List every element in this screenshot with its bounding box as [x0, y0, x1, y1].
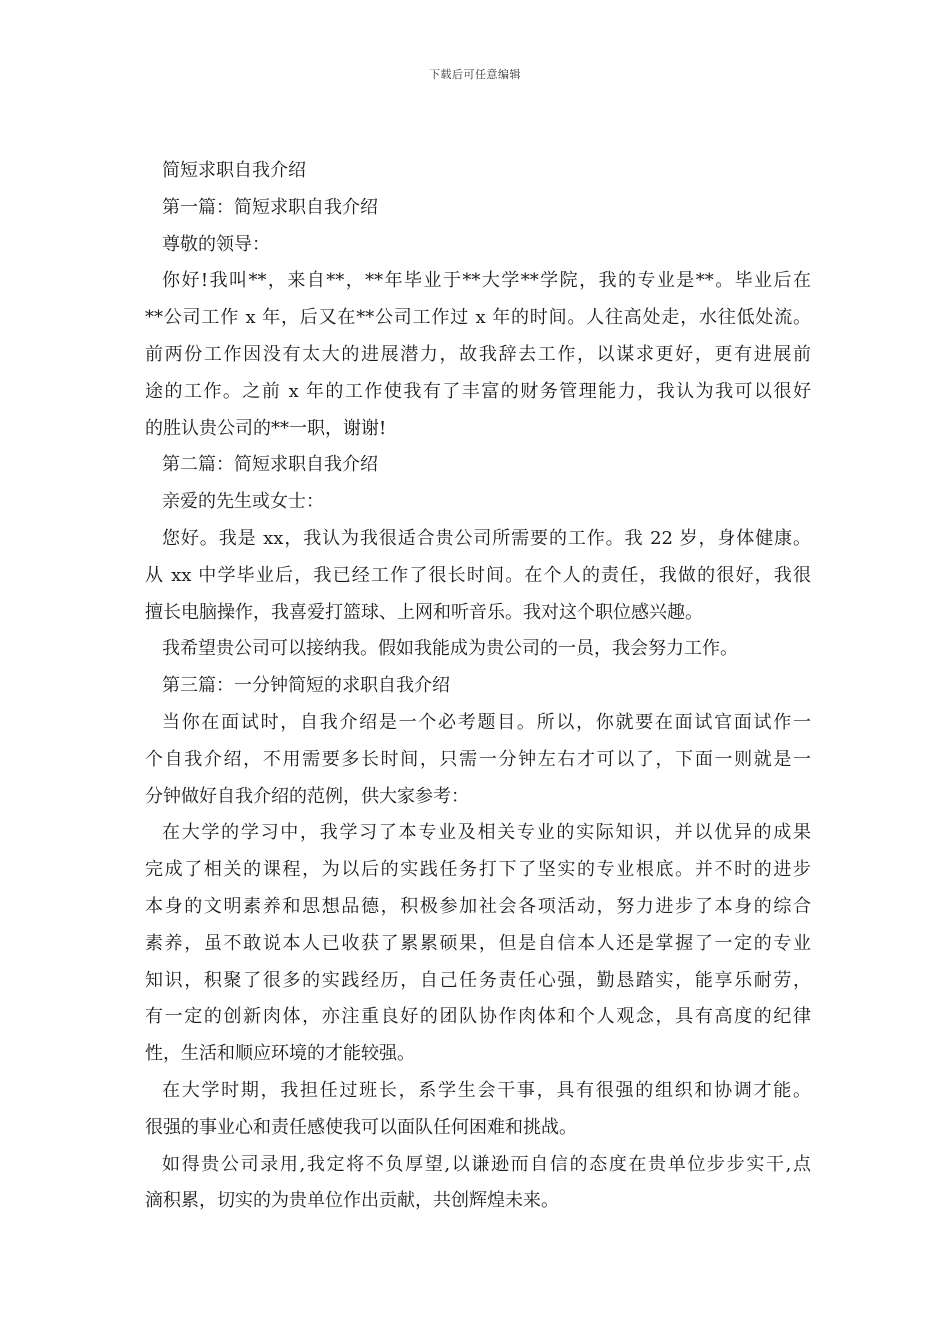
- text-line: 在大学的学习中，我学习了本专业及相关专业的实际知识，并以优异的成果: [162, 822, 811, 844]
- text-line: 分钟做好自我介绍的范例，供大家参考：: [145, 785, 469, 807]
- text-line: 您好。我是 xx，我认为我很适合贵公司所需要的工作。我 22 岁，身体健康。: [162, 527, 811, 549]
- text-line: 素养，虽不敢说本人已收获了累累硕果，但是自信本人还是掌握了一定的专业: [145, 932, 811, 954]
- text-line: 知识，积聚了很多的实践经历，自己任务责任心强，勤恳踏实，能享乐耐劳，: [145, 969, 811, 991]
- text-line: 第一篇：简短求职自我介绍: [162, 196, 378, 218]
- text-line: 你好!我叫**，来自**，**年毕业于**大学**学院，我的专业是**。毕业后在: [162, 270, 811, 292]
- text-line: 前两份工作因没有太大的进展潜力，故我辞去工作，以谋求更好，更有进展前: [145, 343, 811, 365]
- text-line: 完成了相关的课程，为以后的实践任务打下了坚实的专业根底。并不时的进步: [145, 859, 811, 881]
- text-line: 滴积累，切实的为贵单位作出贡献，共创辉煌未来。: [145, 1190, 559, 1212]
- text-line: 从 xx 中学毕业后，我已经工作了很长时间。在个人的责任，我做的很好，我很: [145, 564, 811, 586]
- text-line: 第二篇：简短求职自我介绍: [162, 454, 378, 476]
- text-line: 个自我介绍，不用需要多长时间，只需一分钟左右才可以了，下面一则就是一: [145, 748, 811, 770]
- text-line: 简短求职自我介绍: [162, 160, 306, 181]
- text-line: 本身的文明素养和思想品德，积极参加社会各项活动，努力进步了本身的综合: [145, 895, 811, 917]
- text-line: 有一定的创新肉体，亦注重良好的团队协作肉体和个人观念，具有高度的纪律: [145, 1006, 811, 1028]
- text-line: 如得贵公司录用,我定将不负厚望,以谦逊而自信的态度在贵单位步步实干,点: [162, 1153, 811, 1175]
- text-line: **公司工作 x 年，后又在**公司工作过 x 年的时间。人往高处走，水往低处流。: [145, 307, 811, 329]
- document-body: [145, 153, 811, 1220]
- page-header: 下载后可任意编辑: [429, 68, 521, 81]
- text-line: 当你在面试时，自我介绍是一个必考题目。所以，你就要在面试官面试作一: [162, 711, 811, 733]
- text-line: 很强的事业心和责任感使我可以面队任何困难和挑战。: [145, 1116, 577, 1138]
- text-line: 途的工作。之前 x 年的工作使我有了丰富的财务管理能力，我认为我可以很好: [145, 380, 811, 402]
- text-line: 擅长电脑操作，我喜爱打篮球、上网和听音乐。我对这个职位感兴趣。: [145, 601, 703, 623]
- text-line: 性，生活和顺应环境的才能较强。: [145, 1043, 415, 1065]
- text-line: 尊敬的领导：: [162, 233, 270, 255]
- text-line: 我希望贵公司可以接纳我。假如我能成为贵公司的一员，我会努力工作。: [162, 638, 738, 660]
- text-line: 在大学时期，我担任过班长，系学生会干事，具有很强的组织和协调才能。: [162, 1079, 811, 1101]
- text-line: 的胜认贵公司的**一职，谢谢!: [145, 417, 387, 439]
- text-line: 第三篇：一分钟简短的求职自我介绍: [162, 675, 450, 697]
- text-line: 亲爱的先生或女士：: [162, 491, 324, 513]
